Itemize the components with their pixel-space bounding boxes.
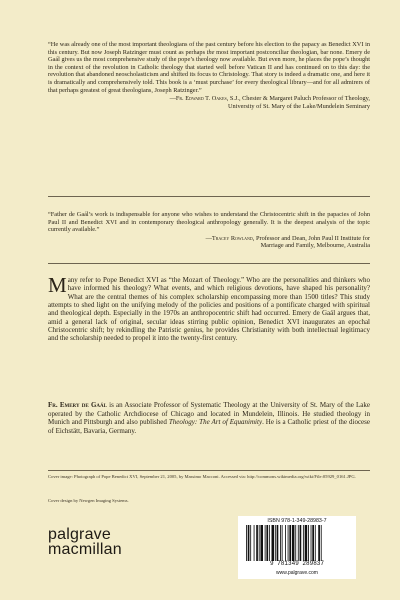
barcode-bar — [300, 525, 302, 561]
divider — [48, 470, 370, 471]
endorser-affiliation: Marriage and Family, Melbourne, Australia — [260, 242, 370, 250]
barcode-bar — [292, 525, 295, 561]
barcode-bar — [312, 525, 314, 561]
endorser-name: Fr. Edward T. Oakes, S.J., — [175, 95, 241, 103]
barcode-bar — [315, 525, 316, 561]
barcode-bar — [280, 525, 281, 561]
barcode-bar — [289, 525, 291, 561]
barcode-bar — [272, 525, 275, 561]
quote-emphasis: the — [206, 48, 215, 56]
endorsement-quote-oakes — [48, 41, 370, 110]
barcode-bar — [282, 525, 283, 561]
barcode-bar — [256, 525, 258, 561]
drop-cap: M — [48, 273, 67, 297]
endorser-affiliation: University of St. Mary of the Lake/Mundelein Seminary — [228, 102, 370, 110]
publisher-logo-line2: macmillan — [48, 541, 122, 558]
barcode-bar — [305, 525, 308, 561]
synopsis-text: any refer to Pope Benedict XVI as “the Mozart of Theology.” Who are the personalities and thinkers who have informed his theology? What events, and which religious devotions, have shaped his personality? What are the central themes of his complex scholarship encompassing more than 1500 titles? This study attempts to shed light on the unifying melody of the policies and positions of a pontificate charged with spiritual and theological depth. Especially in the 1970s an anthropocentric shift had occurred. Emery de Gaál argues that, amid a general lack of original, secular ideas stirring public opinion, Benedict XVI inaugurates an epochal Christocentric shift; by rekindling the Patristic genius, he provides Christianity with both intellectual legitimacy and the scholarship needed to propel it into the twenty-first century. — [48, 276, 370, 343]
barcode-bar — [308, 525, 309, 561]
divider — [48, 196, 370, 197]
publisher-url: www.palgrave.com — [276, 570, 318, 576]
author-name: Fr. Emery de Gaál — [48, 401, 107, 409]
barcode-bar — [246, 525, 247, 561]
endorsement-quote-rowland — [48, 211, 370, 250]
barcode-bars — [246, 525, 348, 561]
barcode-bar — [248, 525, 250, 561]
barcode-bar — [321, 525, 322, 561]
cover-design-credit: Cover design by Newgen Imaging Systems. — [48, 498, 129, 503]
barcode-bar — [254, 525, 255, 561]
barcode-bar — [303, 525, 304, 561]
isbn-barcode — [238, 516, 356, 579]
barcode-bar — [311, 525, 312, 561]
barcode-bar — [275, 525, 276, 561]
quote-attribution: —Tracey Rowland, Professor and Dean, John Paul II Institute for Marriage and Family, Melbourne, Australia — [48, 235, 370, 250]
barcode-bar — [250, 525, 251, 561]
barcode-bar — [298, 525, 299, 561]
quote-text: “He was already one of the most important theologians of the past century before his election to the papacy as Benedict XVI in this century. But now Joseph Ratzinger must count as perhaps — [48, 41, 370, 56]
barcode-bar — [265, 525, 266, 561]
barcode-bar — [295, 525, 296, 561]
barcode-bar — [285, 525, 286, 561]
barcode-bar — [277, 525, 279, 561]
barcode-bar — [318, 525, 320, 561]
quote-text: most important postconciliar theologian, bar none. Emery de Gaál gives us the most comprehensive study of the pope’s theology now available. But even more, he places the pope’s thought in the context of the revolution in Catholic theology that started well before Vatican II and has continued on to this day: the revolution that abandoned neoscholasticism and shifted its focus to Christology. That story is indeed a dramatic one, and here it is dramatically and comprehensively told. This book is a ‘must purchase’ for every theological library—and for all admirers of that perhaps greatest of great theologians, Joseph Ratzinger.” — [48, 48, 370, 94]
book-title: Theology: The Art of Equanimity — [168, 418, 263, 426]
author-bio: Fr. Emery de Gaál is an Associate Professor of Systematic Theology at the University of St. Mary of the Lake operated by the Catholic Archdiocese of Chicago and located in Mundelein, Illinois. He studied theology in Munich and Pittsburgh and also published Theology: The Art of Equanimity. He is a Catholic priest of the diocese of Eichstätt, Bavaria, Germany. — [48, 401, 371, 435]
quote-attribution: —Fr. Edward T. Oakes, S.J., Chester & Margaret Paluch Professor of Theology, University of St. Mary of the Lake/Mundelein Seminary — [48, 95, 370, 110]
endorser-name: Tracey Rowland, — [211, 234, 255, 242]
barcode-bar — [266, 525, 268, 561]
divider — [48, 263, 370, 264]
publisher-logo-line1: palgrave — [48, 526, 111, 543]
quote-text: “Father de Gaál’s work is indispensable for anyone who wishes to understand the Christocentric shift in the papacies of John Paul II and Benedict XVI and in contemporary theological anthropology generally. It is the deepest analysis of the topic currently available.” — [48, 211, 370, 234]
isbn-label: ISBN 978-1-349-28983-7 — [267, 518, 327, 524]
barcode-bar — [259, 525, 260, 561]
publisher-logo — [48, 527, 138, 557]
book-synopsis — [48, 273, 370, 343]
barcode-bar — [269, 525, 270, 561]
barcode-bar — [288, 525, 289, 561]
barcode-digits: 9 781349 289837 — [269, 560, 324, 567]
barcode-bar — [260, 525, 263, 561]
cover-image-credit: Cover image: Photograph of Pope Benedict XVI, September 21, 2005, by Massimo Macconi. Accessed via: http://commons.wikimedia.org/wiki/File:05929_0161.JPG. — [48, 474, 356, 479]
